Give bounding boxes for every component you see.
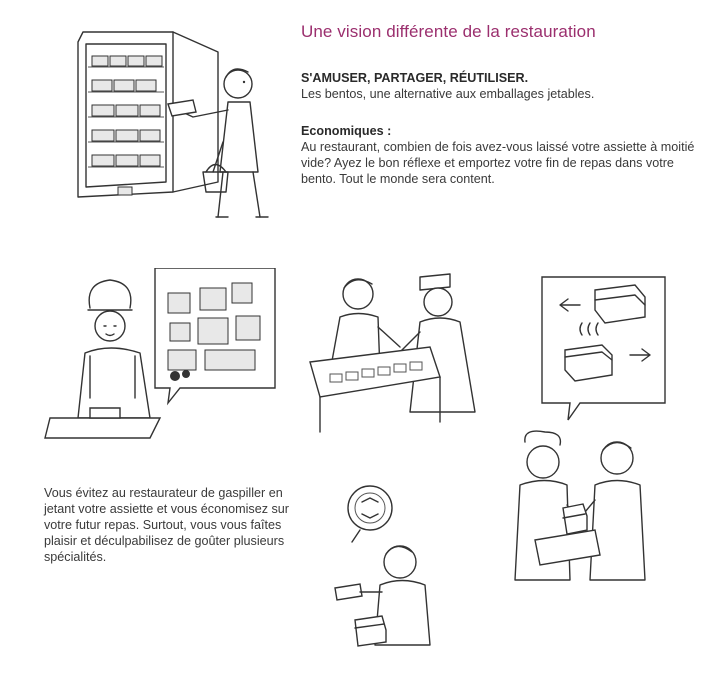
page-heading: Une vision différente de la restauration <box>301 22 596 41</box>
chef-preparing-illustration <box>40 268 280 448</box>
economy-block <box>301 123 711 187</box>
bento-diagram-illustration <box>540 275 670 425</box>
intro-text: Les bentos, une alternative aux emballages jetables. <box>301 87 595 101</box>
recycle-illustration <box>320 480 440 650</box>
intro-block <box>301 70 701 102</box>
handover-illustration <box>505 430 655 590</box>
counter-illustration <box>300 262 500 437</box>
benefits-text: Vous évitez au restaurateur de gaspiller en jetant votre assiette et vous économisez sur votre futur repas. Surtout, vous vous faîtes plaisir et déculpabilisez de goûter plusieurs spécialités. <box>44 486 290 564</box>
economy-text: Au restaurant, combien de fois avez-vous laissé votre assiette à moitié vide? Ayez le bon réflexe et emportez votre fin de repas dans votre bento. Tout le monde sera content. <box>301 140 695 186</box>
fridge-illustration <box>68 22 283 222</box>
economy-title: Economiques : <box>301 124 392 138</box>
intro-title: S'AMUSER, PARTAGER, RÉUTILISER. <box>301 71 529 85</box>
